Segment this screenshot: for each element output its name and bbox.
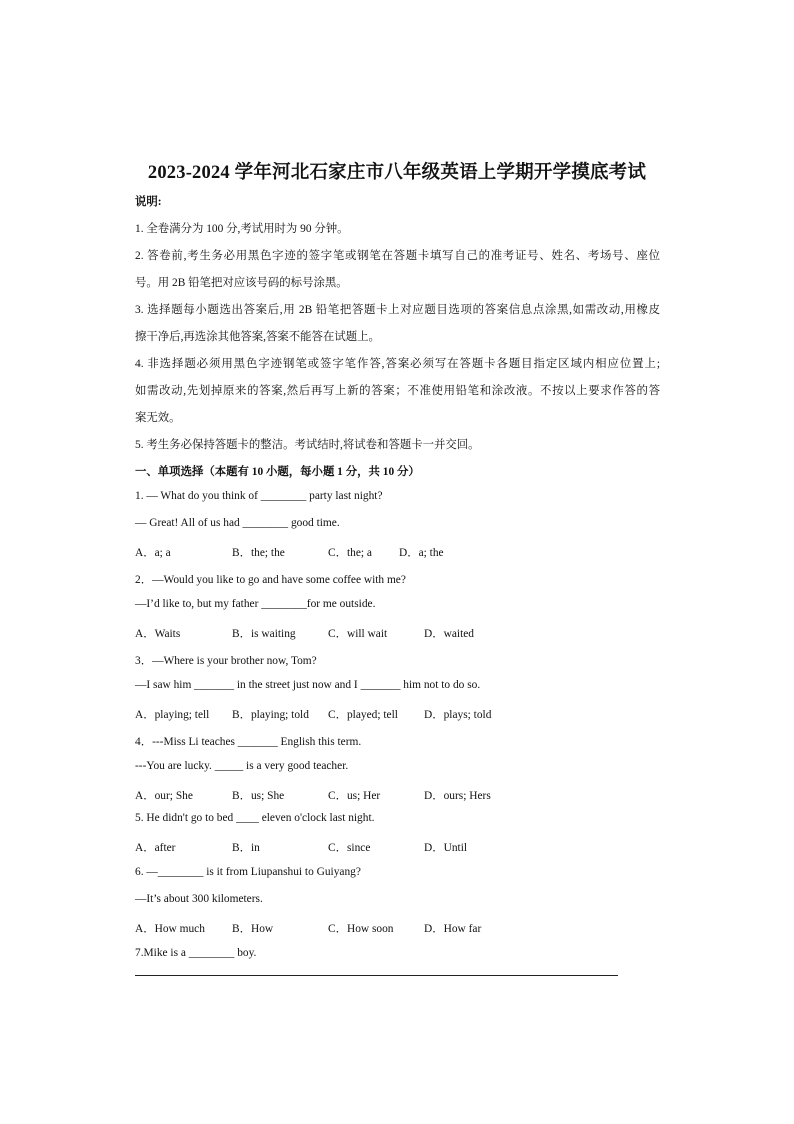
option-a: A．playing; tell [135, 709, 210, 721]
option-d: D．How far [424, 923, 482, 935]
option-a: A．How much [135, 923, 205, 935]
question-stem: 1. — What do you think of ________ party last night? [135, 490, 383, 502]
option-b: B．the; the [232, 547, 285, 559]
section-heading: 一、单项选择（本题有 10 小题，每小题 1 分，共 10 分） [135, 466, 420, 478]
option-a: A．Waits [135, 628, 181, 640]
option-b: B．How [232, 923, 274, 935]
footer-rule [135, 975, 618, 976]
question-stem: ---You are lucky. _____ is a very good teacher. [135, 760, 349, 772]
instruction-line: 5. 考生务必保持答题卡的整洁。考试结时,将试卷和答题卡一并交回。 [135, 439, 480, 451]
option-c: C．since [328, 842, 371, 854]
option-b: B．us; She [232, 790, 285, 802]
option-c: C．played; tell [328, 709, 398, 721]
option-d: D．Until [424, 842, 468, 854]
instruction-line: 擦干净后,再选涂其他答案,答案不能答在试题上。 [135, 331, 380, 343]
instruction-line: 号。用 2B 铅笔把对应该号码的标号涂黑。 [135, 277, 348, 289]
question-stem: 6. —________ is it from Liupanshui to Guiyang? [135, 866, 361, 878]
instruction-line: 如需改动,先划掉原来的答案,然后再写上新的答案；不准使用铅笔和涂改液。不按以上要求作答的答 [135, 385, 660, 397]
instruction-line: 案无效。 [135, 412, 181, 424]
option-c: C．the; a [328, 547, 372, 559]
question-stem: — Great! All of us had ________ good time. [135, 517, 340, 529]
instructions-heading: 说明: [135, 196, 162, 208]
question-stem: 5. He didn't go to bed ____ eleven o'clock last night. [135, 812, 375, 824]
instruction-line: 1. 全卷满分为 100 分,考试用时为 90 分钟。 [135, 223, 349, 235]
option-d: D．a; the [399, 547, 444, 559]
question-stem: 7.Mike is a ________ boy. [135, 947, 257, 959]
instruction-line: 4. 非选择题必须用黑色字迹钢笔或签字笔作答,答案必须写在答题卡各题目指定区域内相应位置上; [135, 358, 660, 370]
question-stem: 2．—Would you like to go and have some coffee with me? [135, 574, 406, 586]
option-a: A．a; a [135, 547, 171, 559]
instruction-line: 3. 选择题每小题选出答案后,用 2B 铅笔把答题卡上对应题目选项的答案信息点涂黑,如需改动,用橡皮 [135, 304, 660, 316]
question-stem: 3．—Where is your brother now, Tom? [135, 655, 317, 667]
option-a: A．after [135, 842, 176, 854]
instruction-line: 2. 答卷前,考生务必用黑色字迹的签字笔或钢笔在答题卡填写自己的准考证号、姓名、考场号、座位 [135, 250, 660, 262]
option-b: B．playing; told [232, 709, 309, 721]
option-d: D．ours; Hers [424, 790, 491, 802]
question-stem: —It’s about 300 kilometers. [135, 893, 263, 905]
option-d: D．waited [424, 628, 474, 640]
option-c: C．will wait [328, 628, 388, 640]
page-title: 2023-2024 学年河北石家庄市八年级英语上学期开学摸底考试 [147, 163, 647, 183]
option-c: C．How soon [328, 923, 394, 935]
option-d: D．plays; told [424, 709, 492, 721]
option-c: C．us; Her [328, 790, 381, 802]
option-b: B．in [232, 842, 260, 854]
option-a: A．our; She [135, 790, 193, 802]
question-stem: —I’d like to, but my father ________for me outside. [135, 598, 376, 610]
question-stem: 4．---Miss Li teaches _______ English this term. [135, 736, 362, 748]
question-stem: —I saw him _______ in the street just now and I _______ him not to do so. [135, 679, 481, 691]
option-b: B．is waiting [232, 628, 296, 640]
